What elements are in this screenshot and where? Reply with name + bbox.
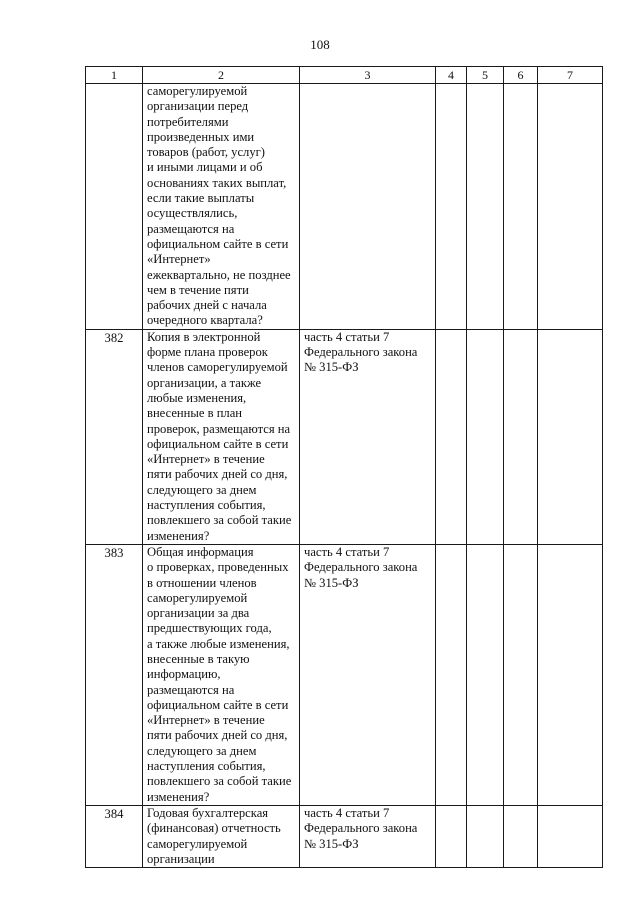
legal-basis: часть 4 статьи 7 Федерального закона № 315-ФЗ xyxy=(300,544,436,805)
answer-cell xyxy=(504,805,538,867)
answer-cell xyxy=(436,805,467,867)
requirement-text: Копия в электронной форме плана проверок членов саморегулируемой организации, а также любые изменения, внесенные в план проверок, размещаются на официальном сайте в сети «Интернет» в течение пяти рабочих дней со дня, следующего за днем наступления события, повлекшего за собой такие изменения? xyxy=(143,329,300,544)
row-number: 382 xyxy=(86,329,143,544)
legal-basis xyxy=(300,84,436,330)
table-row xyxy=(86,84,603,330)
column-header: 6 xyxy=(504,67,538,84)
note-cell xyxy=(538,329,603,544)
column-header: 2 xyxy=(143,67,300,84)
table-row xyxy=(86,544,603,805)
answer-cell xyxy=(436,329,467,544)
legal-basis: часть 4 статьи 7 Федерального закона № 315-ФЗ xyxy=(300,329,436,544)
column-header: 1 xyxy=(86,67,143,84)
table-header-row xyxy=(86,67,603,84)
answer-cell xyxy=(504,84,538,330)
answer-cell xyxy=(504,329,538,544)
requirements-table xyxy=(85,66,603,868)
column-header: 5 xyxy=(467,67,504,84)
answer-cell xyxy=(436,84,467,330)
column-header: 4 xyxy=(436,67,467,84)
table-row xyxy=(86,329,603,544)
note-cell xyxy=(538,805,603,867)
answer-cell xyxy=(467,84,504,330)
column-header: 7 xyxy=(538,67,603,84)
legal-basis: часть 4 статьи 7 Федерального закона № 315-ФЗ xyxy=(300,805,436,867)
answer-cell xyxy=(436,544,467,805)
answer-cell xyxy=(467,544,504,805)
column-header: 3 xyxy=(300,67,436,84)
table-row xyxy=(86,805,603,867)
note-cell xyxy=(538,544,603,805)
note-cell xyxy=(538,84,603,330)
row-number: 383 xyxy=(86,544,143,805)
answer-cell xyxy=(504,544,538,805)
row-number xyxy=(86,84,143,330)
row-number: 384 xyxy=(86,805,143,867)
requirement-text: саморегулируемой организации перед потребителями произведенных ими товаров (работ, услуг) и иными лицами и об основаниях таких выплат, если такие выплаты осуществлялись, размещаются на официальном сайте в сети «Интернет» ежеквартально, не позднее чем в течение пяти рабочих дней с начала очередного квартала? xyxy=(143,84,300,330)
requirement-text: Общая информация о проверках, проведенных в отношении членов саморегулируемой организации за два предшествующих года, а также любые изменения, внесенные в такую информацию, размещаются на официальном сайте в сети «Интернет» в течение пяти рабочих дней со дня, следующего за днем наступления события, повлекшего за собой такие изменения? xyxy=(143,544,300,805)
requirement-text: Годовая бухгалтерская (финансовая) отчетность саморегулируемой организации xyxy=(143,805,300,867)
answer-cell xyxy=(467,805,504,867)
page-number: 108 xyxy=(310,37,330,52)
answer-cell xyxy=(467,329,504,544)
